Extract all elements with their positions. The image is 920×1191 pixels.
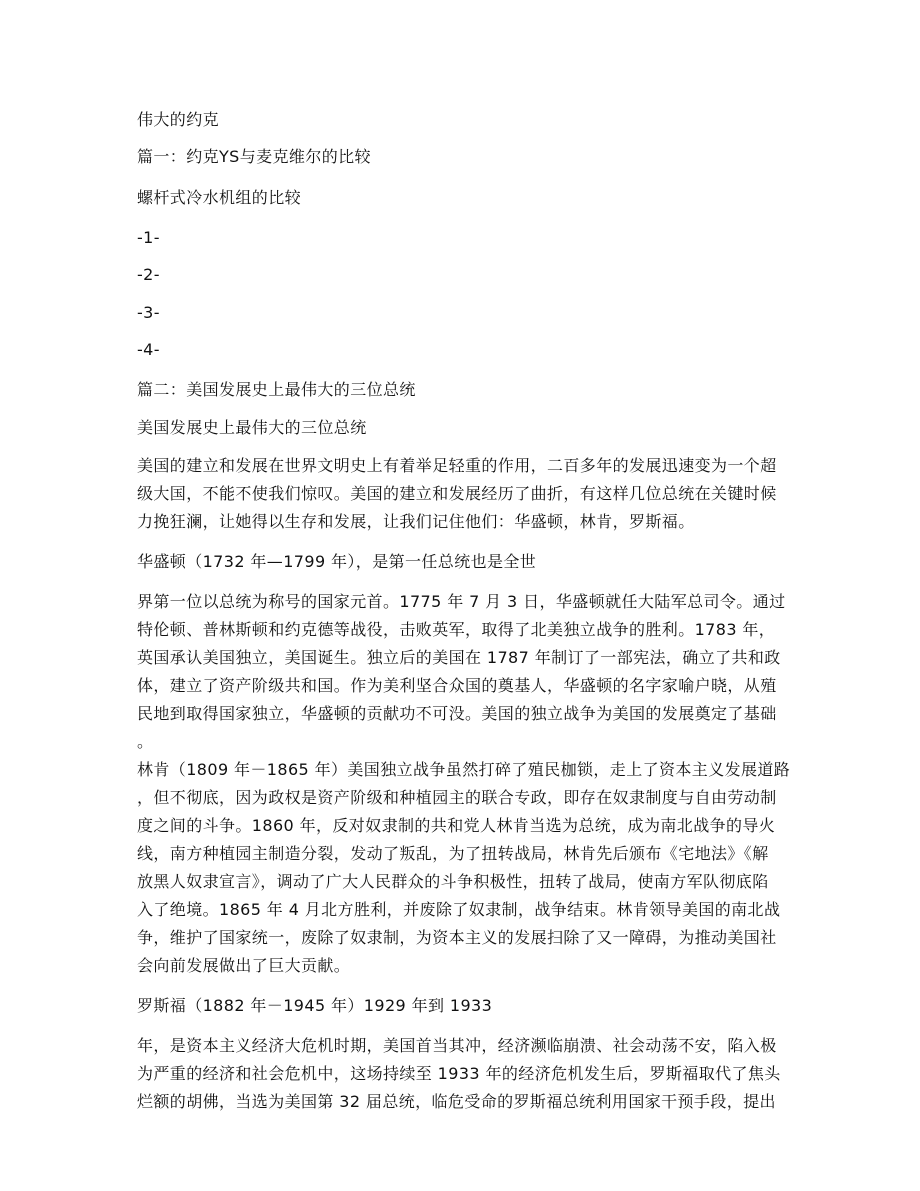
paragraph-line: 英国承认美国独立，美国诞生。独立后的美国在 1787 年制订了一部宪法，确立了共和政: [137, 648, 781, 667]
roosevelt-heading: 罗斯福（1882 年－1945 年）1929 年到 1933: [137, 996, 493, 1015]
page-marker: -2-: [137, 265, 160, 284]
paragraph-line: 特伦顿、普林斯顿和约克德等战役，击败英军，取得了北美独立战争的胜利。1783 年，: [137, 620, 776, 639]
paragraph-line: 线，南方种植园主制造分裂，发动了叛乱，为了扭转战局，林肯先后颁布《宅地法》《解: [137, 844, 769, 863]
paragraph-line: ，但不彻底，因为政权是资产阶级和种植园主的联合专政，即存在奴隶制度与自由劳动制: [137, 788, 777, 807]
section-heading: 篇一：约克YS与麦克维尔的比较: [137, 147, 371, 166]
section-heading: 篇二：美国发展史上最伟大的三位总统: [137, 380, 416, 399]
paragraph-line: 体，建立了资产阶级共和国。作为美利坚合众国的奠基人，华盛顿的名字家喻户晓，从殖: [137, 676, 777, 695]
washington-heading: 华盛顿（1732 年—1799 年），是第一任总统也是全世: [137, 552, 537, 571]
subheading: 美国发展史上最伟大的三位总统: [137, 418, 367, 437]
paragraph-line: 烂额的胡佛，当选为美国第 32 届总统，临危受命的罗斯福总统利用国家干预手段，提出: [137, 1092, 776, 1111]
paragraph-line: 为严重的经济和社会危机中，这场持续至 1933 年的经济危机发生后，罗斯福取代了焦头: [137, 1064, 781, 1083]
paragraph-line: 放黑人奴隶宣言》，调动了广大人民群众的斗争积极性，扭转了战局，使南方军队彻底陷: [137, 872, 769, 891]
page-marker: -1-: [137, 228, 160, 247]
paragraph-line: 林肯（1809 年－1865 年）美国独立战争虽然打碎了殖民枷锁，走上了资本主义发展道路: [137, 760, 791, 779]
subheading: 螺杆式冷水机组的比较: [137, 188, 302, 207]
paragraph-line: 会向前发展做出了巨大贡献。: [137, 956, 351, 975]
page-marker: -4-: [137, 340, 160, 359]
document-title: 伟大的约克: [137, 110, 220, 129]
paragraph-line: 度之间的斗争。1860 年，反对奴隶制的共和党人林肯当选为总统，成为南北战争的导火: [137, 816, 776, 835]
page-marker: -3-: [137, 303, 160, 322]
paragraph-line: 入了绝境。1865 年 4 月北方胜利，并废除了奴隶制，战争结束。林肯领导美国的南北战: [137, 900, 781, 919]
paragraph-line: 民地到取得国家独立，华盛顿的贡献功不可没。美国的独立战争为美国的发展奠定了基础: [137, 704, 777, 723]
paragraph-line: 争，维护了国家统一，废除了奴隶制，为资本主义的发展扫除了又一障碍，为推动美国社: [137, 928, 777, 947]
paragraph-line: 美国的建立和发展在世界文明史上有着举足轻重的作用，二百多年的发展迅速变为一个超: [137, 456, 777, 475]
paragraph-line: 界第一位以总统为称号的国家元首。1775 年 7 月 3 日，华盛顿就任大陆军总司令。通过: [137, 592, 786, 611]
paragraph-line: 年，是资本主义经济大危机时期，美国首当其冲，经济濒临崩溃、社会动荡不安，陷入极: [137, 1036, 777, 1055]
paragraph-line: 。: [137, 732, 154, 751]
paragraph-line: 级大国，不能不使我们惊叹。美国的建立和发展经历了曲折，有这样几位总统在关键时候: [137, 484, 777, 503]
paragraph-line: 力挽狂澜，让她得以生存和发展，让我们记住他们：华盛顿，林肯，罗斯福。: [137, 512, 695, 531]
